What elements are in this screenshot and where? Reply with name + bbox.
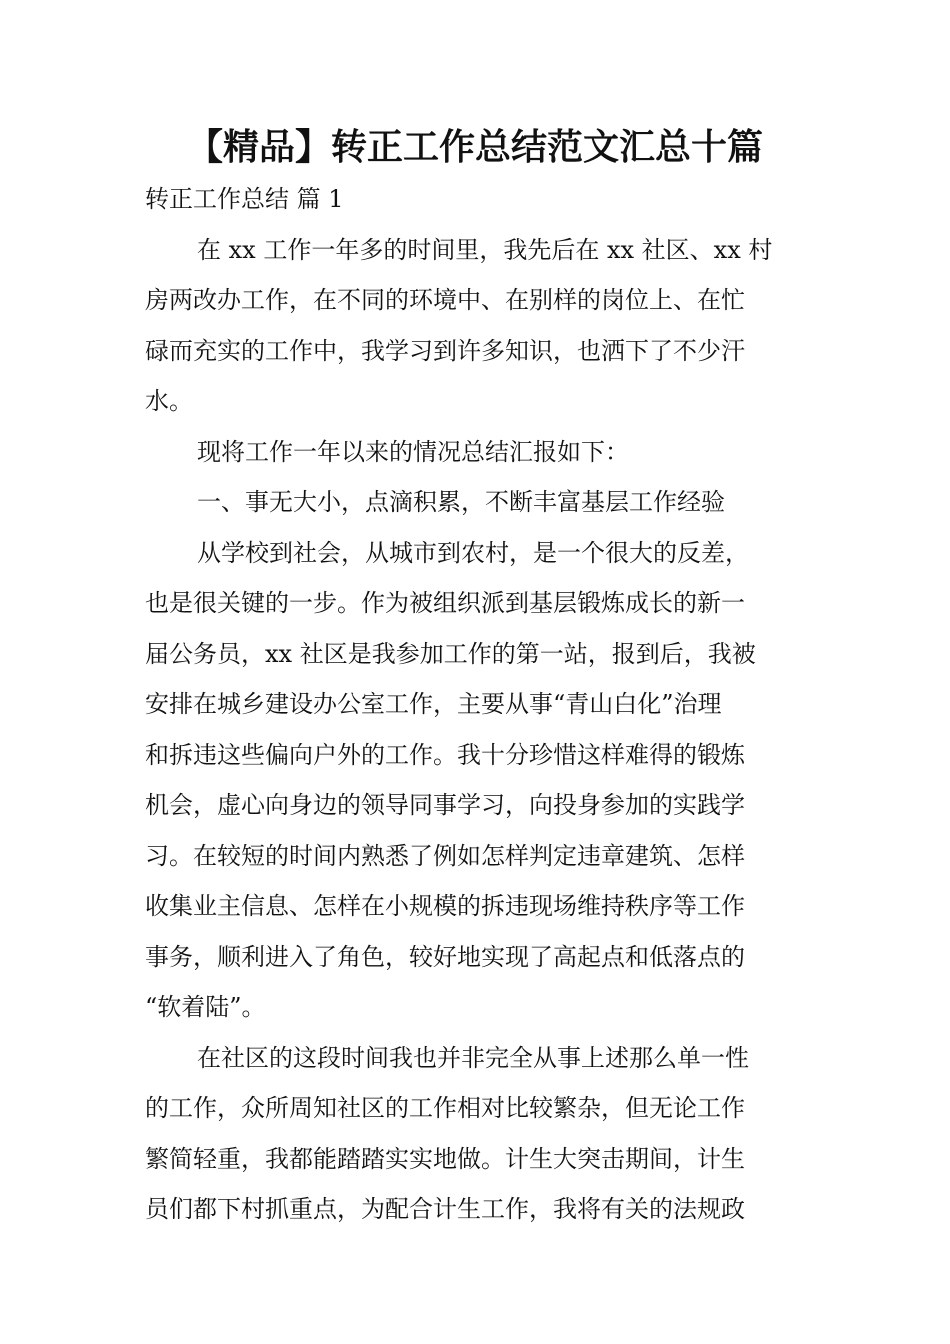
paragraph-line: 在社区的这段时间我也并非完全从事上述那么单一性: [197, 1043, 749, 1072]
document-body: [145, 174, 807, 1235]
paragraph-line: 也是很关键的一步。作为被组织派到基层锻炼成长的新一: [145, 589, 745, 617]
subsection-heading: 一、事无大小，点滴积累，不断丰富基层工作经验: [197, 488, 725, 516]
paragraph-line: 和拆违这些偏向户外的工作。我十分珍惜这样难得的锻炼: [145, 740, 745, 769]
paragraph-line: 现将工作一年以来的情况总结汇报如下：: [197, 437, 629, 466]
paragraph-line: 从学校到社会，从城市到农村，是一个很大的反差，: [197, 538, 749, 567]
paragraph-line: 事务，顺利进入了角色，较好地实现了高起点和低落点的: [145, 942, 745, 971]
paragraph-line: 房两改办工作，在不同的环境中、在别样的岗位上、在忙: [145, 286, 745, 314]
paragraph-line: 水。: [145, 387, 193, 415]
paragraph-line: “软着陆”。: [145, 993, 266, 1021]
paragraph-line: 的工作，众所周知社区的工作相对比较繁杂，但无论工作: [145, 1094, 745, 1122]
paragraph-line: 收集业主信息、怎样在小规模的拆违现场维持秩序等工作: [145, 892, 745, 920]
section-heading: 转正工作总结 篇 1: [145, 185, 344, 213]
paragraph-line: 员们都下村抓重点，为配合计生工作，我将有关的法规政: [145, 1195, 745, 1223]
document-title: 【精品】转正工作总结范文汇总十篇: [186, 127, 763, 168]
paragraph-line: 届公务员，xx 社区是我参加工作的第一站，报到后，我被: [145, 639, 756, 668]
paragraph-line: 习。在较短的时间内熟悉了例如怎样判定违章建筑、怎样: [145, 841, 745, 870]
paragraph-line: 在 xx 工作一年多的时间里，我先后在 xx 社区、xx 村: [197, 235, 773, 264]
paragraph-line: 碌而充实的工作中，我学习到许多知识，也洒下了不少汗: [145, 336, 745, 365]
paragraph-line: 机会，虚心向身边的领导同事学习，向投身参加的实践学: [145, 791, 745, 819]
paragraph-line: 安排在城乡建设办公室工作，主要从事“青山白化”治理: [145, 690, 722, 718]
paragraph-line: 繁简轻重，我都能踏踏实实地做。计生大突击期间，计生: [145, 1144, 745, 1173]
